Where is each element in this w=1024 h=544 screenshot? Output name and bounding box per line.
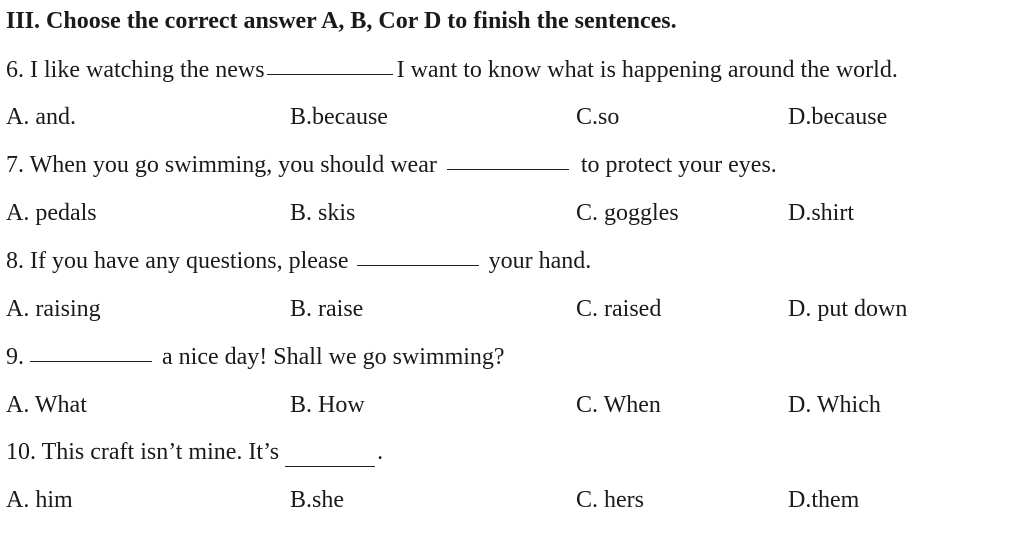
question-6-options bbox=[6, 102, 1016, 132]
question-6-option-b[interactable]: B.because bbox=[290, 104, 388, 130]
question-9-option-a[interactable]: A. What bbox=[6, 392, 87, 418]
question-8-text-before: 8. If you have any questions, please bbox=[6, 248, 349, 274]
question-7-text-after: to protect your eyes. bbox=[580, 152, 777, 178]
question-6-answer-blank[interactable] bbox=[267, 74, 393, 75]
question-9-option-c[interactable]: C. When bbox=[576, 392, 661, 418]
question-6-option-d[interactable]: D.because bbox=[788, 104, 888, 130]
question-9-answer-blank[interactable] bbox=[30, 361, 152, 362]
question-9-option-d[interactable]: D. Which bbox=[788, 392, 881, 418]
question-8-option-b[interactable]: B. raise bbox=[290, 296, 364, 322]
question-10-option-d[interactable]: D.them bbox=[788, 487, 860, 513]
question-7-option-a[interactable]: A. pedals bbox=[6, 200, 97, 226]
question-6-option-c[interactable]: C.so bbox=[576, 104, 620, 130]
question-7-answer-blank[interactable] bbox=[447, 169, 569, 170]
question-7 bbox=[6, 150, 777, 180]
exercise-heading: III. Choose the correct answer A, B, Cor D to finish the sentences. bbox=[6, 8, 677, 34]
question-7-option-c[interactable]: C. goggles bbox=[576, 200, 679, 226]
question-7-options bbox=[6, 198, 1016, 228]
question-8-options bbox=[6, 294, 1016, 324]
question-6-text-after: I want to know what is happening around the world. bbox=[396, 57, 898, 83]
question-9-options bbox=[6, 390, 1016, 420]
question-8 bbox=[6, 246, 591, 276]
question-7-text-before: 7. When you go swimming, you should wear bbox=[6, 152, 437, 178]
question-8-option-c[interactable]: C. raised bbox=[576, 296, 662, 322]
question-7-option-b[interactable]: B. skis bbox=[290, 200, 356, 226]
question-9-text-before: 9. bbox=[6, 344, 24, 370]
question-8-text-after: your hand. bbox=[488, 248, 592, 274]
question-10-option-a[interactable]: A. him bbox=[6, 487, 73, 513]
question-6-text-before: 6. I like watching the news bbox=[6, 57, 265, 83]
question-10 bbox=[6, 437, 383, 467]
question-8-option-a[interactable]: A. raising bbox=[6, 296, 101, 322]
question-6-option-a[interactable]: A. and. bbox=[6, 104, 76, 130]
question-9-text-after: a nice day! Shall we go swimming? bbox=[162, 344, 505, 370]
question-9 bbox=[6, 342, 505, 372]
question-10-text-before: 10. This craft isn’t mine. It’s bbox=[6, 439, 280, 465]
question-8-answer-blank[interactable] bbox=[357, 265, 479, 266]
question-10-options bbox=[6, 485, 1016, 515]
question-7-option-d[interactable]: D.shirt bbox=[788, 200, 854, 226]
question-9-option-b[interactable]: B. How bbox=[290, 392, 365, 418]
question-8-option-d[interactable]: D. put down bbox=[788, 296, 908, 322]
question-6 bbox=[6, 55, 898, 85]
question-10-option-b[interactable]: B.she bbox=[290, 487, 344, 513]
question-10-option-c[interactable]: C. hers bbox=[576, 487, 644, 513]
question-10-text-after: . bbox=[377, 439, 384, 465]
question-10-answer-blank[interactable] bbox=[285, 466, 375, 467]
